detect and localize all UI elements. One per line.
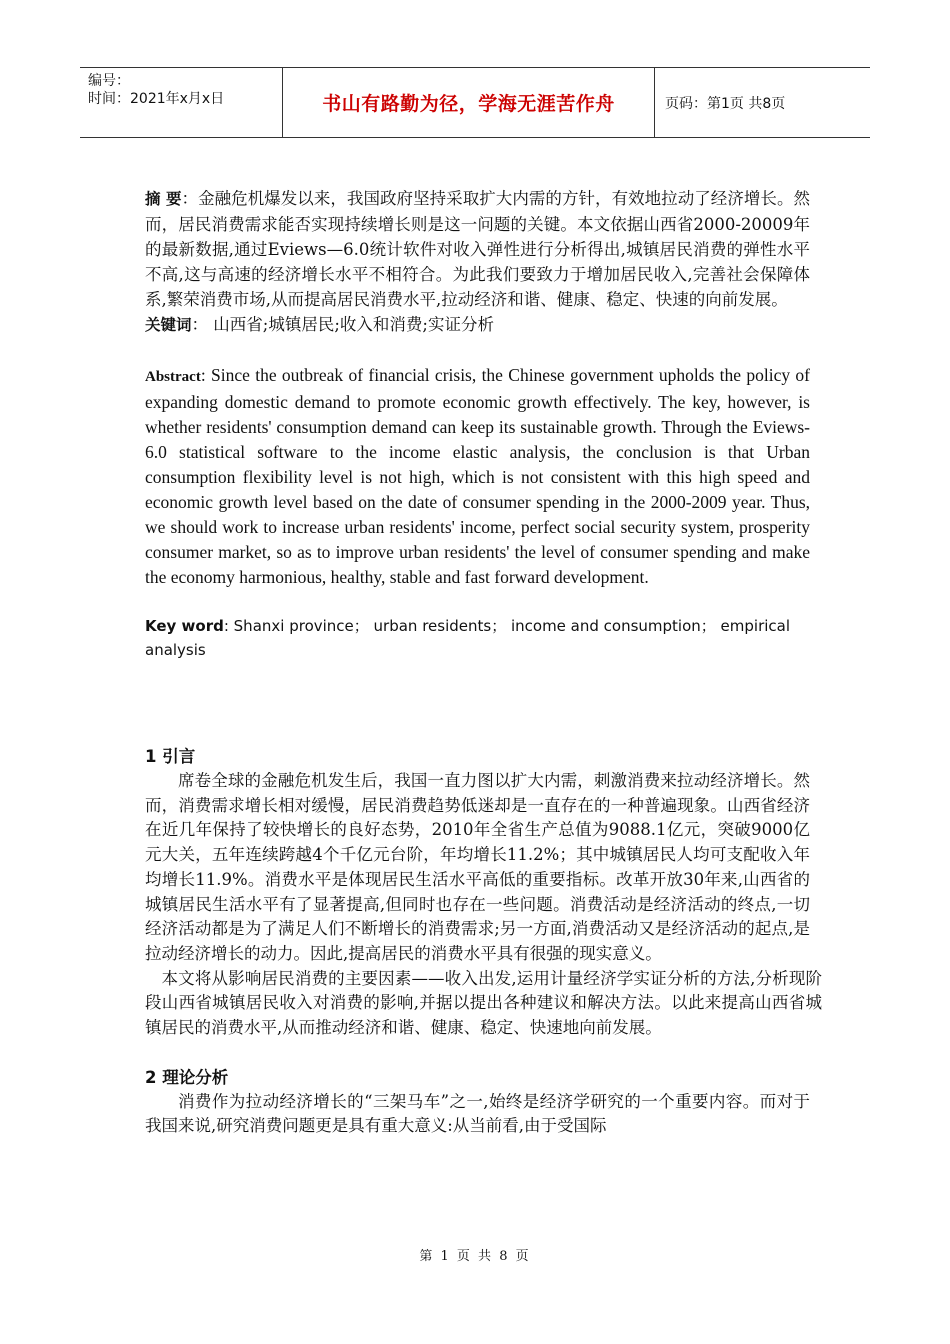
keywords-chinese-text: ： 山西省;城镇居民;收入和消费;实证分析 [191, 315, 494, 334]
abstract-chinese-label: 摘 要 [145, 190, 182, 208]
keywords-chinese [145, 312, 810, 338]
section-2-paragraph-1: 消费作为拉动经济增长的“三架马车”之一,始终是经济学研究的一个重要内容。而对于我国来说,研究消费问题更是具有重大意义:从当前看,由于受国际 [145, 1091, 810, 1136]
abstract-english-label: Abstract [145, 369, 201, 385]
keywords-english-label: Key word [145, 617, 224, 635]
header-meta-cell [80, 68, 283, 137]
keywords-english [145, 614, 810, 662]
section-1-title: 1 引言 [145, 747, 196, 766]
abstract-chinese [145, 186, 810, 312]
section-1-paragraph-2: 本文将从影响居民消费的主要因素——收入出发,运用计量经济学实证分析的方法,分析现阶段山西省城镇居民收入对消费的影响,并据以提出各种建议和解决方法。以此来提高山西省城镇居民的消费水平,从而推动经济和谐、健康、稳定、快速地向前发展。 [145, 968, 822, 1038]
header-motto: 书山有路勤为径，学海无涯苦作舟 [283, 68, 655, 137]
document-body [145, 186, 822, 1139]
abstract-english-text: : Since the outbreak of financial crisis, the Chinese government upholds the policy of expanding domestic demand to promote economic growth effectively. The key, however, is whether residents' consumption demand can keep its sustainable growth. Through the Eviews-6.0 statistical software to the income elastic analysis, the conclusion is that Urban consumption flexibility level is not high, which is not consistent with this high speed and economic growth level based on the date of consumer spending in the 2000-2009 year. Thus, we should work to increase urban residents' income, perfect social security system, prosperity consumer market, so as to improve urban residents' the level of consumer spending and make the economy harmonious, healthy, stable and fast forward development. [145, 365, 810, 587]
section-2-title: 2 理论分析 [145, 1067, 229, 1087]
header-page-info: 页码：第1页 共8页 [665, 95, 786, 112]
keywords-english-text: : Shanxi province； urban residents； income and consumption； empirical analysis [145, 617, 791, 659]
page-footer: 第 1 页 共 8 页 [419, 1249, 531, 1264]
document-number-label: 编号： [88, 73, 130, 89]
document-date-label: 时间：2021年x月x日 [88, 91, 225, 107]
abstract-english [145, 363, 810, 590]
section-1-paragraph-1: 席卷全球的金融危机发生后，我国一直力图以扩大内需，刺激消费来拉动经济增长。然而，消费需求增长相对缓慢，居民消费趋势低迷却是一直存在的一种普遍现象。山西省经济在近几年保持了较快增长的良好态势，2010年全省生产总值为9088.1亿元，突破9000亿元大关，五年连续跨越4个千亿元台阶，年均增长11.2%；其中城镇居民人均可支配收入年均增长11.9%。消费水平是体现居民生活水平高低的重要指标。改革开放30年来,山西省的城镇居民生活水平有了显著提高,但同时也存在一些问题。消费活动是经济活动的终点,一切经济活动都是为了满足人们不断增长的消费需求;另一方面,消费活动又是经济活动的起点,是拉动经济增长的动力。因此,提高居民的消费水平具有很强的现实意义。 [145, 771, 810, 963]
page-header [80, 67, 870, 138]
keywords-chinese-label: 关键词 [145, 316, 192, 334]
abstract-chinese-text: ：金融危机爆发以来，我国政府坚持采取扩大内需的方针，有效地拉动了经济增长。然而，居民消费需求能否实现持续增长则是这一问题的关键。本文依据山西省2000-20009年的最新数据,通过Eviews—6.0统计软件对收入弹性进行分析得出,城镇居民消费的弹性水平不高,这与高速的经济增长水平不相符合。为此我们要致力于增加居民收入,完善社会保障体系,繁荣消费市场,从而提高居民消费水平,拉动经济和谐、健康、稳定、快速的向前发展。 [145, 189, 811, 309]
